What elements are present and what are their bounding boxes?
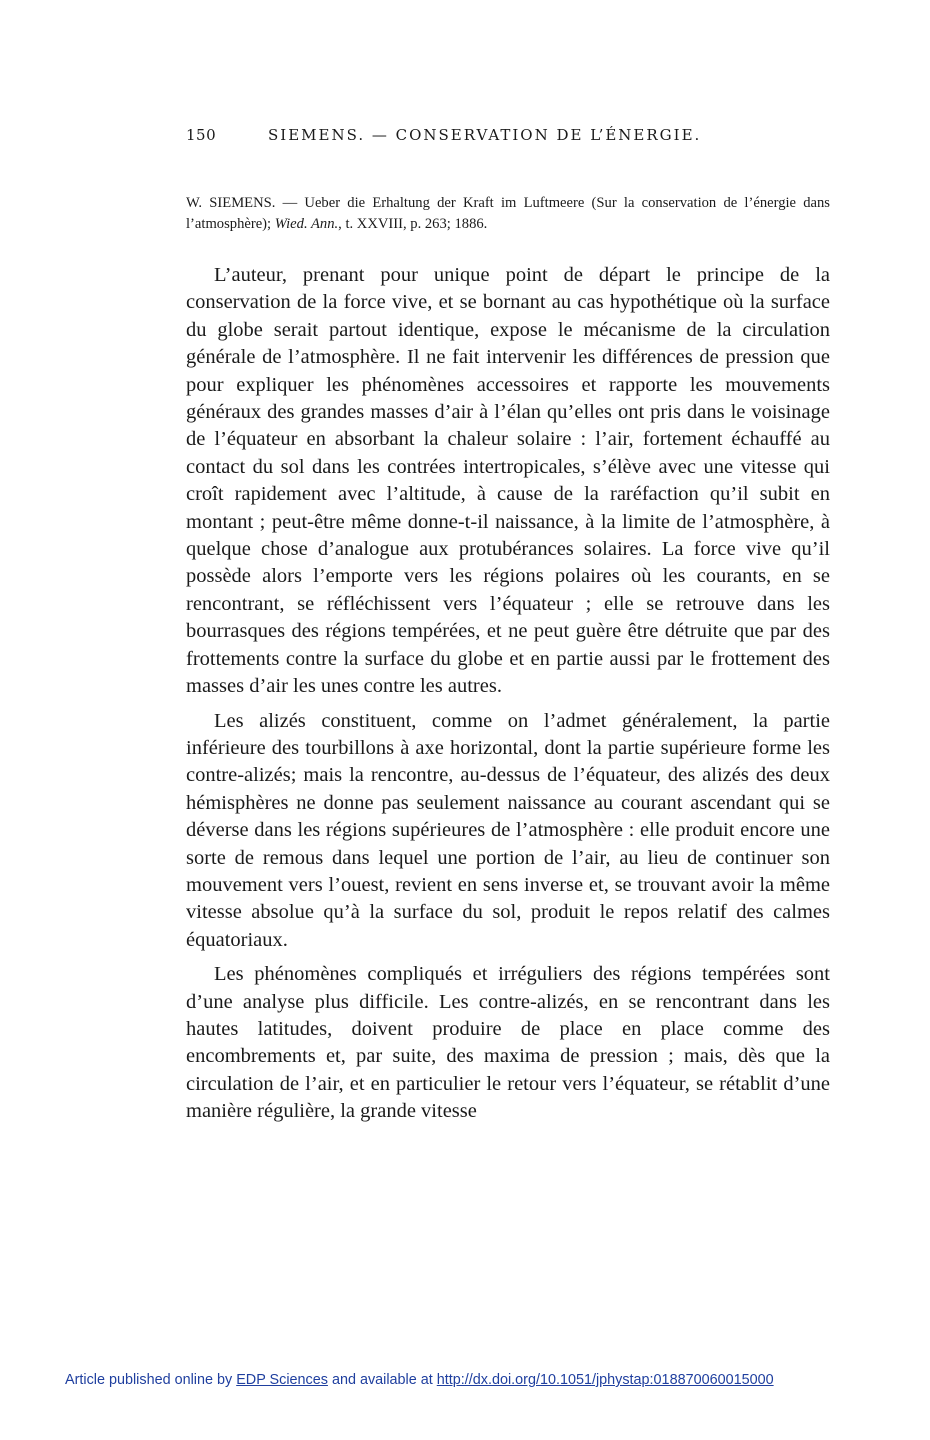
- publisher-link[interactable]: EDP Sciences: [236, 1372, 328, 1388]
- paragraph-2: Les alizés constituent, comme on l’admet généralement, la partie inférieure des tourbillons à axe horizontal, dont la partie supérieure forme les contre-alizés; mais la rencontre, au-dessus de l’équateur, des alizés des deux hémisphères ne donne pas seulement naissance au courant ascendant qui se déverse dans les régions supérieures de l’atmosphère : elle produit encore une sorte de remous dans lequel une portion de l’air, au lieu de continuer son mouvement vers l’ouest, revient en sens inverse et, se trouvant avoir la même vitesse absolue qu’à la surface du sol, produit le repos relatif des calmes équatoriaux.: [186, 709, 830, 951]
- running-header: [186, 126, 830, 148]
- doi-link[interactable]: http://dx.doi.org/10.1051/jphystap:018870060015000: [436, 1372, 774, 1388]
- article-body: [186, 262, 830, 1133]
- running-title: SIEMENS. — CONSERVATION DE L’ÉNERGIE.: [268, 126, 702, 144]
- page-number: 150: [186, 126, 217, 144]
- footer-middle: and available at: [331, 1372, 433, 1388]
- paragraph-1: L’auteur, prenant pour unique point de départ le principe de la conservation de la force vive, et se bornant au cas hypothétique où la surface du globe serait partout identique, expose le mécanisme de la circulation générale de l’atmosphère. Il ne fait intervenir les différences de pression que pour expliquer les phénomènes accessoires et rapporte les mouvements généraux des grandes masses d’air à l’élan qu’elles ont pris dans le voisinage de l’équateur en absorbant la chaleur solaire : l’air, fortement échauffé au contact du sol dans les contrées intertropicales, s’élève avec une vitesse qui croît rapidement avec l’altitude, à cause de la raréfaction qu’il subit en montant ; peut-être même donne-t-il naissance, à la limite de l’atmosphère, à quelque chose d’analogue aux protubérances solaires. La force vive qu’il possède alors l’emporte vers les régions polaires où les courants, en se rencontrant, se réfléchissent vers l’équateur ; elle se retrouve dans les bourrasques des régions tempérées, et ne peut guère être détruite que par des frottements contre la surface du globe et en partie aussi par le frottement des masses d’air les unes contre les autres.: [186, 264, 830, 698]
- reference-journal: Wied. Ann.: [274, 216, 339, 232]
- reference-citation: , t. XXVIII, p. 263; 1886.: [338, 216, 488, 232]
- bibliographic-reference: [186, 193, 830, 235]
- paragraph-3: Les phénomènes compliqués et irréguliers des régions tempérées sont d’une analyse plus difficile. Les contre-alizés, en se rencontrant dans les hautes latitudes, doivent produire de place en place comme des encombrements et, par suite, des maxima de pression ; mais, dès que la circulation de l’air, et en particulier le retour vers l’équateur, se rétablit d’une manière régulière, la grande vitesse: [186, 963, 830, 1123]
- footer-prefix: Article published online by: [65, 1372, 233, 1388]
- reference-author: W. SIEMENS.: [186, 195, 276, 211]
- publication-footer: [65, 1372, 774, 1388]
- reference-title: — Ueber die Erhaltung der Kraft im Luftmeere (Sur la conservation de l’énergie dans l’atmosphère);: [186, 195, 830, 232]
